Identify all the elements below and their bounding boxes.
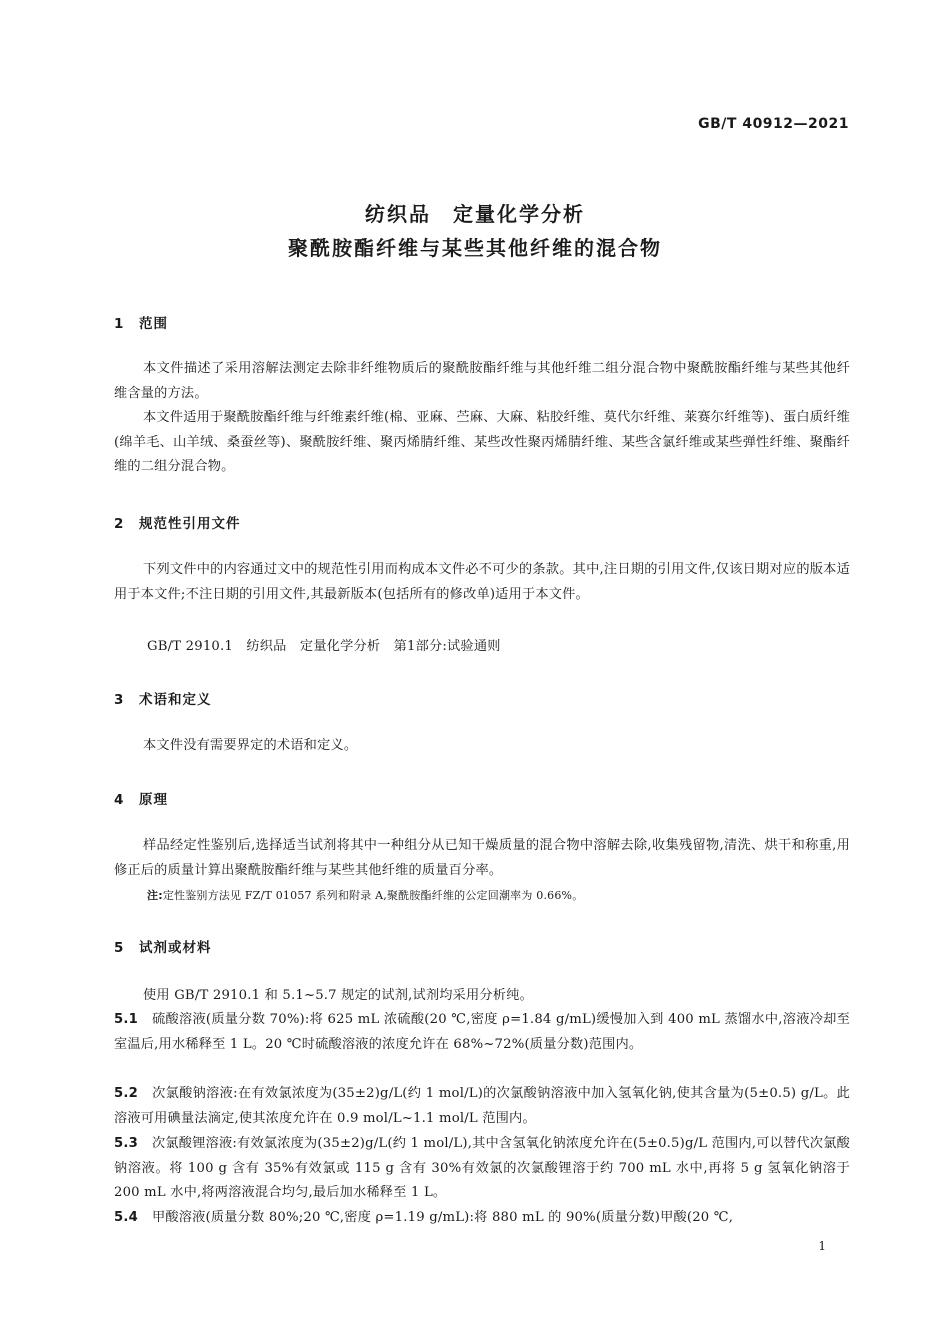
- item-number: 5.3: [114, 1136, 138, 1151]
- reagent-item-5-1: [114, 1008, 850, 1057]
- section-number: 2: [114, 516, 125, 532]
- terms-paragraph: 本文件没有需要界定的术语和定义。: [143, 738, 358, 753]
- item-text: 硫酸溶液(质量分数 70%):将 625 mL 浓硫酸(20 ℃,密度 ρ=1.84 g/mL)缓慢加入到 400 mL 蒸馏水中,溶液冷却至室温后,用水稀释至 1 L。20 ℃时硫酸溶液的浓度允许在 68%~72%(质量分数)范围内。: [114, 1012, 850, 1052]
- page-number: 1: [818, 1239, 826, 1253]
- section-title: 规范性引用文件: [139, 516, 241, 532]
- section-heading-principle: [114, 788, 168, 808]
- item-text: 次氯酸钠溶液:在有效氯浓度为(35±2)g/L(约 1 mol/L)的次氯酸钠溶液中加入氢氧化钠,使其含量为(5±0.5) g/L。此溶液可用碘量法滴定,使其浓度允许在 0.9 mol/L~1.1 mol/L 范围内。: [114, 1086, 850, 1126]
- normative-reference: GB/T 2910.1 纺织品 定量化学分析 第1部分:试验通则: [147, 639, 501, 654]
- section-heading-reagents: [114, 936, 212, 956]
- reagent-item-5-3: [114, 1132, 850, 1206]
- section-title: 范围: [139, 316, 168, 332]
- normative-paragraph: 下列文件中的内容通过文中的规范性引用而构成本文件必不可少的条款。其中,注日期的引用文件,仅该日期对应的版本适用于本文件;不注日期的引用文件,其最新版本(包括所有的修改单)适用于本文件。: [114, 562, 850, 602]
- item-text: 甲酸溶液(质量分数 80%;20 ℃,密度 ρ=1.19 g/mL):将 880 mL 的 90%(质量分数)甲酸(20 ℃,: [152, 1210, 734, 1225]
- section-number: 3: [114, 692, 125, 708]
- section-heading-scope: [114, 312, 168, 332]
- item-number: 5.2: [114, 1086, 138, 1101]
- principle-note: [147, 887, 583, 903]
- item-number: 5.4: [114, 1210, 138, 1225]
- note-label: 注:: [147, 889, 163, 902]
- item-text: 次氯酸锂溶液:有效氯浓度为(35±2)g/L(约 1 mol/L),其中含氢氧化钠浓度允许在(5±0.5)g/L 范围内,可以替代次氯酸钠溶液。将 100 g 含有 35%有效氯或 115 g 含有 30%有效氯的次氯酸锂溶于约 700 mL 水中,再将 5 g 氢氧化钠溶于 200 mL 水中,将两溶液混合均匀,最后加水稀释至 1 L。: [114, 1136, 850, 1200]
- reagent-item-5-2: [114, 1082, 850, 1131]
- document-title-line-1: 纺织品 定量化学分析: [365, 202, 585, 226]
- document-title-line-2: 聚酰胺酯纤维与某些其他纤维的混合物: [288, 236, 662, 260]
- scope-paragraph-1: 本文件描述了采用溶解法测定去除非纤维物质后的聚酰胺酯纤维与其他纤维二组分混合物中聚酰胺酯纤维与某些其他纤维含量的方法。: [114, 361, 850, 401]
- section-heading-normative: [114, 512, 241, 532]
- section-number: 4: [114, 792, 125, 808]
- note-text: 定性鉴别方法见 FZ/T 01057 系列和附录 A,聚酰胺酯纤维的公定回潮率为 0.66%。: [162, 889, 584, 902]
- section-heading-terms: [114, 688, 212, 708]
- item-number: 5.1: [114, 1012, 138, 1027]
- reagents-intro: 使用 GB/T 2910.1 和 5.1~5.7 规定的试剂,试剂均采用分析纯。: [143, 988, 533, 1003]
- section-title: 试剂或材料: [139, 940, 212, 956]
- reagent-item-5-4: [114, 1206, 850, 1231]
- section-number: 1: [114, 316, 125, 332]
- section-number: 5: [114, 940, 125, 956]
- section-title: 原理: [139, 792, 168, 808]
- scope-paragraph-2: 本文件适用于聚酰胺酯纤维与纤维素纤维(棉、亚麻、苎麻、大麻、粘胶纤维、莫代尔纤维、莱赛尔纤维等)、蛋白质纤维(绵羊毛、山羊绒、桑蚕丝等)、聚酰胺纤维、聚丙烯腈纤维、某些改性聚丙烯腈纤维、某些含氯纤维或某些弹性纤维、聚酯纤维的二组分混合物。: [114, 410, 850, 474]
- section-title: 术语和定义: [139, 692, 212, 708]
- standard-code: GB/T 40912—2021: [698, 116, 849, 132]
- principle-paragraph: 样品经定性鉴别后,选择适当试剂将其中一种组分从已知干燥质量的混合物中溶解去除,收集残留物,清洗、烘干和称重,用修正后的质量计算出聚酰胺酯纤维与某些其他纤维的质量百分率。: [114, 838, 850, 878]
